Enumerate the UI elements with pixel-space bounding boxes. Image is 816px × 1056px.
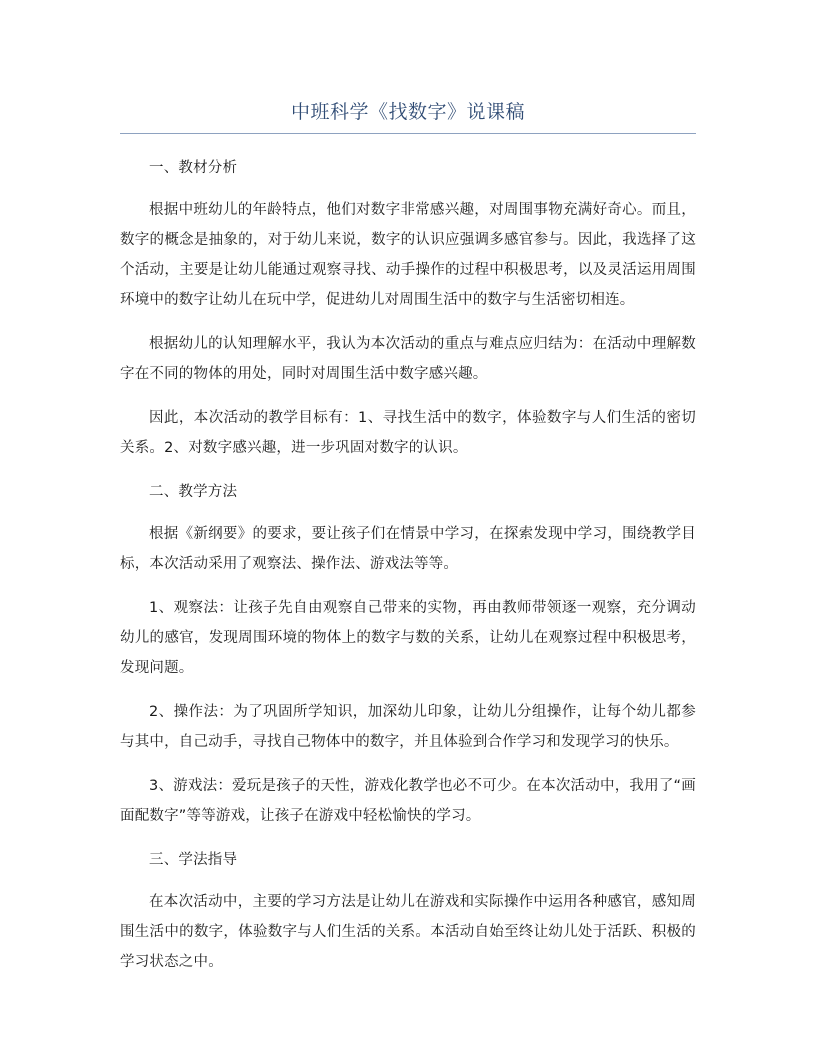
section-heading: 三、学法指导 — [149, 852, 238, 868]
title-divider — [120, 133, 696, 134]
body-paragraph: 2、操作法：为了巩固所学知识，加深幼儿印象，让幼儿分组操作，让每个幼儿都参与其中，自己动手，寻找自己物体中的数字，并且体验到合作学习和发现学习的快乐。 — [120, 704, 696, 750]
document-title: 中班科学《找数字》说课稿 — [290, 101, 525, 123]
body-paragraph: 3、游戏法：爱玩是孩子的天性，游戏化教学也必不可少。在本次活动中，我用了“画面配数字”等等游戏，让孩子在游戏中轻松愉快的学习。 — [120, 778, 696, 824]
document-body — [120, 153, 696, 991]
section-heading: 一、教材分析 — [149, 160, 238, 176]
body-paragraph: 根据幼儿的认知理解水平，我认为本次活动的重点与难点应归结为：在活动中理解数字在不同的物体的用处，同时对周围生活中数字感兴趣。 — [120, 336, 696, 382]
body-paragraph: 因此，本次活动的教学目标有：1、寻找生活中的数字，体验数字与人们生活的密切关系。2、对数字感兴趣，进一步巩固对数字的认识。 — [120, 410, 696, 456]
body-paragraph: 根据《新纲要》的要求，要让孩子们在情景中学习，在探索发现中学习，围绕教学目标，本次活动采用了观察法、操作法、游戏法等等。 — [120, 526, 696, 572]
body-paragraph: 根据中班幼儿的年龄特点，他们对数字非常感兴趣，对周围事物充满好奇心。而且，数字的概念是抽象的，对于幼儿来说，数字的认识应强调多感官参与。因此，我选择了这个活动，主要是让幼儿能通过观察寻找、动手操作的过程中积极思考，以及灵活运用周围环境中的数字让幼儿在玩中学，促进幼儿对周围生活中的数字与生活密切相连。 — [120, 202, 696, 308]
section-heading: 二、教学方法 — [149, 484, 238, 500]
body-paragraph: 在本次活动中，主要的学习方法是让幼儿在游戏和实际操作中运用各种感官，感知周围生活中的数字，体验数字与人们生活的关系。本活动自始至终让幼儿处于活跃、积极的学习状态之中。 — [120, 894, 696, 970]
body-paragraph: 1、观察法：让孩子先自由观察自己带来的实物，再由教师带领逐一观察，充分调动幼儿的感官，发现周围环境的物体上的数字与数的关系，让幼儿在观察过程中积极思考，发现问题。 — [120, 600, 696, 676]
